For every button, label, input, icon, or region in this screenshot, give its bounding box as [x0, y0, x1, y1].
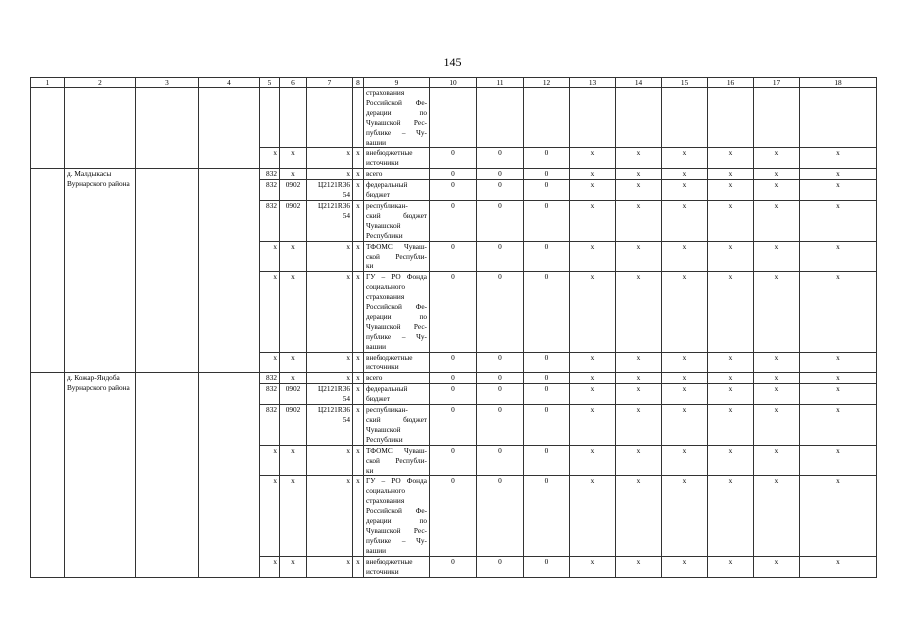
empty-cell: [353, 88, 364, 148]
value-cell: х: [662, 352, 708, 373]
description-line: страхования: [366, 88, 405, 97]
value-cell: х: [616, 405, 662, 446]
settlement-name-cell: д. Кожар-Яндоба Вурнарского района: [65, 373, 136, 577]
description-line: социального: [366, 486, 405, 496]
value-cell: 0: [430, 556, 477, 577]
header-cell: 12: [524, 78, 570, 88]
value-cell: х: [616, 384, 662, 405]
value-cell: х: [570, 373, 616, 384]
description-cell: [364, 148, 430, 169]
empty-cell: [754, 88, 800, 148]
value-cell: х: [662, 384, 708, 405]
value-cell: х: [616, 445, 662, 476]
value-cell: х: [800, 445, 877, 476]
value-cell: х: [754, 445, 800, 476]
kbk-target-cell: х: [307, 241, 353, 272]
value-cell: х: [616, 241, 662, 272]
kbk-target-cell: х: [307, 556, 353, 577]
description-cell: [364, 180, 430, 201]
description-cell: [364, 445, 430, 476]
value-cell: 0: [477, 352, 524, 373]
description-line: ТФОМС Чуваш-: [366, 241, 427, 251]
kbk-type-cell: х: [353, 352, 364, 373]
header-cell: 4: [199, 78, 260, 88]
kbk-section-cell: х: [280, 556, 307, 577]
value-cell: х: [616, 180, 662, 201]
value-cell: х: [708, 352, 754, 373]
kbk-admin-cell: х: [260, 476, 280, 556]
value-cell: х: [570, 405, 616, 446]
value-cell: х: [800, 476, 877, 556]
value-cell: 0: [477, 445, 524, 476]
description-line: ГУ – РО Фонда: [366, 272, 427, 282]
settlement-name-cell: д. Малдыкасы Вурнарского района: [65, 169, 136, 373]
header-cell: 7: [307, 78, 353, 88]
value-cell: х: [570, 476, 616, 556]
value-cell: 0: [477, 169, 524, 180]
kbk-section-cell: х: [280, 241, 307, 272]
value-cell: х: [662, 148, 708, 169]
description-line: вашии: [366, 137, 387, 147]
value-cell: 0: [430, 148, 477, 169]
empty-cell: [524, 88, 570, 148]
value-cell: 0: [477, 180, 524, 201]
value-cell: х: [708, 476, 754, 556]
header-cell: 2: [65, 78, 136, 88]
description-line: источники: [366, 566, 399, 576]
value-cell: 0: [430, 200, 477, 241]
value-cell: х: [754, 352, 800, 373]
description-cell: [364, 384, 430, 405]
header-row: [31, 78, 877, 88]
kbk-target-cell: х: [307, 169, 353, 180]
value-cell: х: [708, 405, 754, 446]
value-cell: х: [570, 200, 616, 241]
value-cell: х: [570, 241, 616, 272]
kbk-type-cell: х: [353, 476, 364, 556]
value-cell: х: [662, 241, 708, 272]
description-line: Российской Фе-: [366, 506, 427, 516]
description-line: Российской Фе-: [366, 97, 427, 107]
description-line: республикан-: [366, 200, 408, 210]
description-line: вашии: [366, 341, 387, 351]
value-cell: х: [570, 384, 616, 405]
empty-cell: [800, 88, 877, 148]
table-row: [31, 88, 877, 148]
kbk-admin-cell: 832: [260, 405, 280, 446]
description-line: бюджет: [366, 190, 390, 200]
value-cell: 0: [477, 476, 524, 556]
value-cell: х: [662, 476, 708, 556]
header-cell: 16: [708, 78, 754, 88]
kbk-target-cell: х: [307, 352, 353, 373]
empty-cell: [570, 88, 616, 148]
description-line: страхования: [366, 496, 405, 506]
empty-cell: [616, 88, 662, 148]
description-line: внебюджетные: [366, 352, 413, 362]
value-cell: х: [800, 180, 877, 201]
value-cell: 0: [524, 241, 570, 272]
header-cell: 9: [364, 78, 430, 88]
value-cell: 0: [477, 241, 524, 272]
value-cell: 0: [524, 384, 570, 405]
value-cell: х: [570, 148, 616, 169]
description-cell: [364, 373, 430, 384]
description-line: ский бюджет: [366, 210, 427, 220]
value-cell: х: [800, 373, 877, 384]
value-cell: х: [708, 445, 754, 476]
kbk-section-cell: 0902: [280, 180, 307, 201]
kbk-admin-cell: 832: [260, 180, 280, 201]
empty-cell: [199, 373, 260, 577]
description-line: страхования: [366, 292, 405, 302]
value-cell: х: [708, 169, 754, 180]
kbk-section-cell: х: [280, 445, 307, 476]
value-cell: х: [570, 272, 616, 352]
kbk-admin-cell: х: [260, 556, 280, 577]
value-cell: 0: [477, 200, 524, 241]
kbk-target-cell: Ц2121R36 54: [307, 200, 353, 241]
description-line: Российской Фе-: [366, 302, 427, 312]
value-cell: х: [708, 148, 754, 169]
description-line: источники: [366, 362, 399, 372]
header-cell: 17: [754, 78, 800, 88]
value-cell: х: [754, 241, 800, 272]
description-line: Чувашской Рес-: [366, 321, 427, 331]
description-line: ГУ – РО Фонда: [366, 476, 427, 486]
value-cell: х: [616, 373, 662, 384]
kbk-section-cell: х: [280, 373, 307, 384]
empty-cell: [136, 373, 199, 577]
value-cell: 0: [524, 169, 570, 180]
description-cell: [364, 556, 430, 577]
description-line: дерации по: [366, 311, 427, 321]
value-cell: 0: [477, 405, 524, 446]
value-cell: х: [708, 241, 754, 272]
description-cell: [364, 405, 430, 446]
header-cell: 11: [477, 78, 524, 88]
description-line: ки: [366, 261, 374, 271]
value-cell: х: [570, 180, 616, 201]
kbk-admin-cell: 832: [260, 373, 280, 384]
kbk-section-cell: х: [280, 272, 307, 352]
description-line: социального: [366, 282, 405, 292]
empty-cell: [199, 88, 260, 169]
value-cell: х: [708, 373, 754, 384]
kbk-section-cell: 0902: [280, 405, 307, 446]
description-line: внебюджетные: [366, 148, 413, 158]
header-cell: 10: [430, 78, 477, 88]
value-cell: х: [800, 405, 877, 446]
value-cell: х: [754, 169, 800, 180]
empty-cell: [260, 88, 280, 148]
description-cell: [364, 241, 430, 272]
value-cell: х: [616, 272, 662, 352]
kbk-type-cell: х: [353, 445, 364, 476]
kbk-type-cell: х: [353, 556, 364, 577]
value-cell: 0: [524, 476, 570, 556]
header-cell: 14: [616, 78, 662, 88]
description-line: всего: [366, 169, 383, 179]
value-cell: х: [616, 169, 662, 180]
page-number: 145: [443, 55, 462, 69]
header-cell: 13: [570, 78, 616, 88]
description-line: ский бюджет: [366, 415, 427, 424]
value-cell: х: [754, 405, 800, 446]
value-cell: 0: [477, 148, 524, 169]
empty-cell: [31, 88, 65, 169]
description-line: дерации по: [366, 107, 427, 117]
description-line: публике – Чу-: [366, 127, 427, 137]
empty-cell: [136, 169, 199, 373]
kbk-type-cell: х: [353, 373, 364, 384]
empty-cell: [65, 88, 136, 169]
description-line: федеральный: [366, 384, 408, 394]
kbk-type-cell: х: [353, 148, 364, 169]
kbk-admin-cell: х: [260, 148, 280, 169]
value-cell: х: [754, 384, 800, 405]
value-cell: х: [662, 405, 708, 446]
kbk-type-cell: х: [353, 272, 364, 352]
description-line: Чувашской Рес-: [366, 525, 427, 535]
value-cell: х: [754, 200, 800, 241]
description-cell: [364, 88, 430, 148]
value-cell: 0: [524, 445, 570, 476]
value-cell: х: [662, 373, 708, 384]
description-line: ской Республи-: [366, 455, 427, 465]
empty-cell: [136, 88, 199, 169]
value-cell: х: [708, 556, 754, 577]
value-cell: 0: [524, 272, 570, 352]
header-cell: 15: [662, 78, 708, 88]
value-cell: 0: [524, 180, 570, 201]
value-cell: 0: [524, 352, 570, 373]
description-line: вашии: [366, 545, 387, 555]
header-cell: 8: [353, 78, 364, 88]
value-cell: х: [800, 384, 877, 405]
value-cell: 0: [430, 272, 477, 352]
description-cell: [364, 352, 430, 373]
description-line: источники: [366, 158, 399, 168]
header-cell: 18: [800, 78, 877, 88]
value-cell: х: [708, 384, 754, 405]
kbk-target-cell: х: [307, 373, 353, 384]
description-cell: [364, 200, 430, 241]
empty-cell: [708, 88, 754, 148]
value-cell: х: [800, 352, 877, 373]
header-cell: 3: [136, 78, 199, 88]
empty-cell: [280, 88, 307, 148]
value-cell: х: [754, 180, 800, 201]
description-line: Чувашской: [366, 424, 401, 434]
description-cell: [364, 272, 430, 352]
description-line: республикан-: [366, 405, 408, 415]
value-cell: х: [570, 556, 616, 577]
kbk-type-cell: х: [353, 180, 364, 201]
value-cell: 0: [477, 556, 524, 577]
kbk-type-cell: х: [353, 169, 364, 180]
description-line: федеральный: [366, 180, 408, 190]
value-cell: 0: [524, 556, 570, 577]
value-cell: х: [800, 272, 877, 352]
empty-cell: [430, 88, 477, 148]
value-cell: х: [708, 200, 754, 241]
kbk-admin-cell: 832: [260, 169, 280, 180]
description-line: Чувашской: [366, 220, 401, 230]
description-line: Республики: [366, 434, 403, 444]
kbk-type-cell: х: [353, 241, 364, 272]
value-cell: х: [800, 241, 877, 272]
kbk-admin-cell: х: [260, 272, 280, 352]
header-cell: 6: [280, 78, 307, 88]
kbk-target-cell: х: [307, 445, 353, 476]
kbk-section-cell: х: [280, 352, 307, 373]
kbk-section-cell: 0902: [280, 384, 307, 405]
kbk-section-cell: х: [280, 169, 307, 180]
kbk-target-cell: х: [307, 272, 353, 352]
empty-cell: [31, 169, 65, 373]
kbk-section-cell: х: [280, 148, 307, 169]
kbk-admin-cell: х: [260, 241, 280, 272]
kbk-target-cell: х: [307, 476, 353, 556]
header-cell: 1: [31, 78, 65, 88]
value-cell: х: [616, 352, 662, 373]
value-cell: х: [754, 476, 800, 556]
value-cell: х: [662, 200, 708, 241]
value-cell: х: [754, 272, 800, 352]
value-cell: 0: [430, 405, 477, 446]
empty-cell: [199, 169, 260, 373]
value-cell: х: [800, 200, 877, 241]
value-cell: 0: [430, 180, 477, 201]
value-cell: 0: [477, 272, 524, 352]
value-cell: х: [662, 445, 708, 476]
description-cell: [364, 169, 430, 180]
description-line: ТФОМС Чуваш-: [366, 445, 427, 455]
value-cell: х: [616, 148, 662, 169]
value-cell: х: [800, 148, 877, 169]
value-cell: х: [662, 180, 708, 201]
kbk-target-cell: Ц2121R36 54: [307, 384, 353, 405]
kbk-section-cell: 0902: [280, 200, 307, 241]
value-cell: х: [800, 556, 877, 577]
empty-cell: [307, 88, 353, 148]
description-line: ской Республи-: [366, 251, 427, 261]
value-cell: х: [662, 556, 708, 577]
description-line: Чувашской Рес-: [366, 117, 427, 127]
value-cell: х: [662, 169, 708, 180]
description-line: публике – Чу-: [366, 331, 427, 341]
table-row: [31, 169, 877, 180]
value-cell: 0: [430, 384, 477, 405]
kbk-admin-cell: х: [260, 352, 280, 373]
value-cell: 0: [430, 241, 477, 272]
kbk-type-cell: х: [353, 405, 364, 446]
value-cell: 0: [477, 373, 524, 384]
description-line: бюджет: [366, 394, 390, 404]
kbk-admin-cell: х: [260, 445, 280, 476]
value-cell: х: [662, 272, 708, 352]
value-cell: х: [570, 445, 616, 476]
value-cell: х: [800, 169, 877, 180]
value-cell: 0: [430, 352, 477, 373]
description-line: всего: [366, 373, 383, 383]
value-cell: х: [708, 180, 754, 201]
budget-table: [30, 77, 877, 578]
value-cell: 0: [524, 373, 570, 384]
empty-cell: [662, 88, 708, 148]
value-cell: 0: [430, 445, 477, 476]
kbk-admin-cell: 832: [260, 200, 280, 241]
kbk-type-cell: х: [353, 384, 364, 405]
header-cell: 5: [260, 78, 280, 88]
table-row: [31, 373, 877, 384]
value-cell: х: [616, 200, 662, 241]
description-line: дерации по: [366, 516, 427, 526]
kbk-target-cell: х: [307, 148, 353, 169]
value-cell: 0: [477, 384, 524, 405]
kbk-target-cell: Ц2121R36 54: [307, 405, 353, 446]
empty-cell: [31, 373, 65, 577]
kbk-section-cell: х: [280, 476, 307, 556]
value-cell: 0: [430, 476, 477, 556]
value-cell: х: [754, 373, 800, 384]
value-cell: х: [570, 169, 616, 180]
value-cell: х: [754, 556, 800, 577]
value-cell: х: [708, 272, 754, 352]
value-cell: х: [616, 476, 662, 556]
value-cell: 0: [524, 405, 570, 446]
description-line: публике – Чу-: [366, 535, 427, 545]
value-cell: 0: [524, 148, 570, 169]
value-cell: 0: [430, 169, 477, 180]
value-cell: х: [570, 352, 616, 373]
value-cell: х: [616, 556, 662, 577]
empty-cell: [477, 88, 524, 148]
description-cell: [364, 476, 430, 556]
kbk-target-cell: Ц2121R36 54: [307, 180, 353, 201]
value-cell: х: [754, 148, 800, 169]
description-line: ки: [366, 465, 374, 475]
kbk-admin-cell: 832: [260, 384, 280, 405]
description-line: внебюджетные: [366, 556, 413, 566]
description-line: Республики: [366, 230, 403, 240]
value-cell: 0: [430, 373, 477, 384]
kbk-type-cell: х: [353, 200, 364, 241]
value-cell: 0: [524, 200, 570, 241]
